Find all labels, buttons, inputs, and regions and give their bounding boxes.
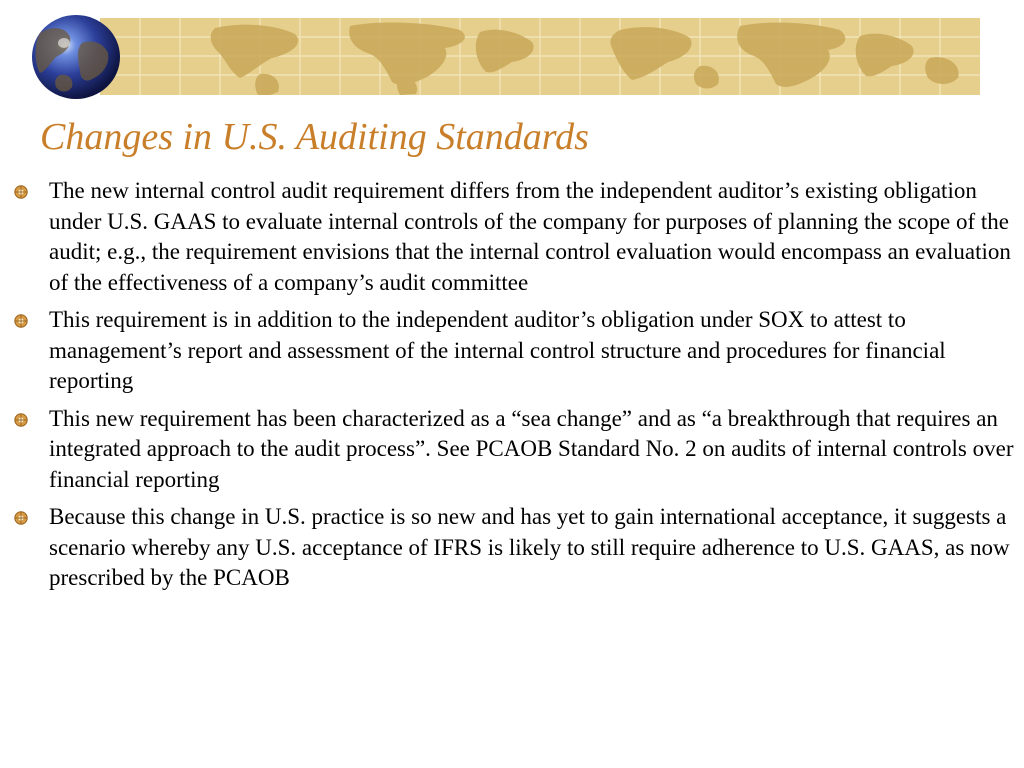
world-map-graphic <box>100 18 980 95</box>
bullet-list <box>14 176 1014 601</box>
bullet-text: The new internal control audit requirement differs from the independent auditor’s existing obligation under U.S. GAAS to evaluate internal controls of the company for purposes of planning the scope of the audit; e.g., the requirement envisions that the internal control evaluation would encompass an evaluation of the effectiveness of a company’s audit committee <box>49 178 1011 295</box>
bullet-icon <box>14 511 28 525</box>
bullet-text: This requirement is in addition to the independent auditor’s obligation under SOX to attest to management’s report and assessment of the internal control structure and procedures for financial reporting <box>49 307 946 393</box>
world-map-banner <box>100 18 980 95</box>
bullet-item <box>14 502 1014 594</box>
slide-title: Changes in U.S. Auditing Standards <box>40 116 589 158</box>
bullet-text: Because this change in U.S. practice is so new and has yet to gain international acceptance, it suggests a scenario whereby any U.S. acceptance of IFRS is likely to still require adherence to U.S. GAAS, as now prescribed by the PCAOB <box>49 504 1010 590</box>
bullet-icon <box>14 413 28 427</box>
bullet-icon <box>14 314 28 328</box>
globe-icon <box>30 13 122 101</box>
bullet-item <box>14 176 1014 298</box>
bullet-icon <box>14 185 28 199</box>
bullet-item <box>14 404 1014 496</box>
bullet-item <box>14 305 1014 397</box>
bullet-text: This new requirement has been characterized as a “sea change” and as “a breakthrough that requires an integrated approach to the audit process”. See PCAOB Standard No. 2 on audits of internal controls over financial reporting <box>49 405 1014 492</box>
